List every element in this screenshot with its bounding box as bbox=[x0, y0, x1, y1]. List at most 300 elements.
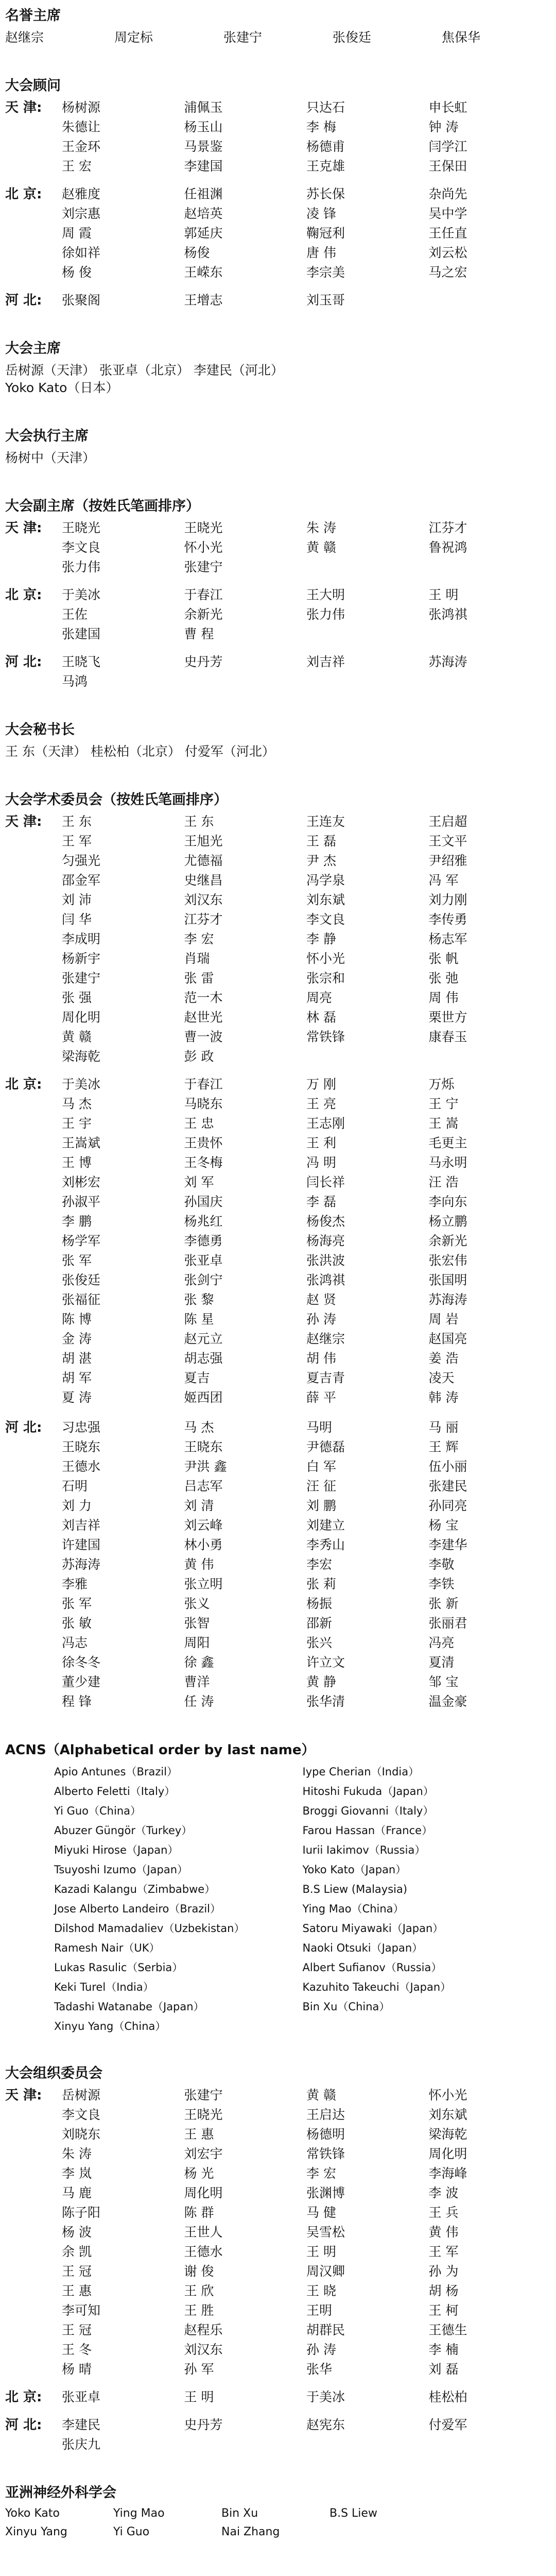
advisor-names bbox=[62, 185, 551, 281]
organizer-name: 王晓光 bbox=[184, 2107, 223, 2122]
chair-line-2: Yoko Kato（日本） bbox=[5, 380, 119, 395]
advisor-name: 赵培英 bbox=[184, 206, 223, 221]
academic-name: 栗世方 bbox=[428, 1010, 467, 1025]
vice-chair-group bbox=[5, 519, 551, 576]
asian-society-title: 亚洲神经外科学会 bbox=[5, 2485, 116, 2501]
acns-name: Iurii Iakimov（Russia） bbox=[302, 1844, 426, 1856]
organizer-name: 王德生 bbox=[428, 2323, 467, 2337]
asian-society-name: Yoko Kato bbox=[5, 2507, 60, 2520]
academic-name: 张 黎 bbox=[184, 1292, 214, 1307]
organizer-name: 杨 光 bbox=[184, 2166, 214, 2181]
acns-name: B.S Liew (Malaysia) bbox=[302, 1883, 408, 1895]
organizer-group bbox=[5, 2087, 551, 2378]
organizer-name: 岳树源 bbox=[62, 2088, 101, 2103]
vice-chair-name: 于美冰 bbox=[62, 587, 101, 602]
academic-name: 黄 伟 bbox=[184, 1557, 214, 1572]
vice-chair-name: 黄 赣 bbox=[306, 540, 336, 555]
organizer-name: 张渊博 bbox=[306, 2185, 345, 2200]
academic-name: 王 军 bbox=[62, 834, 92, 849]
academic-name: 怀小光 bbox=[306, 951, 345, 966]
academic-name: 李铁 bbox=[428, 1577, 455, 1591]
academic-name: 凌天 bbox=[428, 1370, 455, 1385]
organizer-name: 李 波 bbox=[428, 2185, 459, 2200]
academic-name: 邵金军 bbox=[62, 873, 101, 888]
academic-name: 毛更主 bbox=[428, 1136, 467, 1150]
academic-name: 张立明 bbox=[184, 1577, 223, 1591]
academic-name: 温金豪 bbox=[428, 1694, 467, 1709]
organizer-name: 王 胜 bbox=[184, 2303, 214, 2318]
advisor-name: 杨 俊 bbox=[62, 265, 92, 280]
acns-name: Abuzer Güngör（Turkey） bbox=[54, 1824, 193, 1837]
academic-name: 王 宇 bbox=[62, 1116, 92, 1131]
organizer-name: 桂松柏 bbox=[428, 2389, 467, 2404]
acns-name: Farou Hassan（France） bbox=[302, 1824, 433, 1837]
academic-name: 尹洪 鑫 bbox=[184, 1459, 227, 1474]
academic-name: 姜 浩 bbox=[428, 1351, 459, 1366]
academic-name: 于美冰 bbox=[62, 1077, 101, 1092]
academic-name: 赵世光 bbox=[184, 1010, 223, 1025]
organizer-name: 王 冬 bbox=[62, 2342, 92, 2357]
advisor-name: 王嵘东 bbox=[184, 265, 223, 280]
academic-name: 冯学泉 bbox=[306, 873, 345, 888]
organizer-name: 常铁锋 bbox=[306, 2146, 345, 2161]
vice-chair-region-label: 河 北: bbox=[5, 654, 42, 670]
organizer-name: 李 宏 bbox=[306, 2166, 336, 2181]
acns-name: Iype Cherian（India） bbox=[302, 1766, 420, 1778]
advisor-name: 周 霞 bbox=[62, 226, 92, 241]
acns-title: ACNS（Alphabetical order by last name） bbox=[5, 1742, 315, 1758]
organizer-name bbox=[306, 2436, 429, 2453]
organizer-region-label: 北 京: bbox=[5, 2389, 42, 2405]
academic-name: 王 博 bbox=[62, 1155, 92, 1170]
academic-region-label: 北 京: bbox=[5, 1077, 42, 1092]
organizer-name: 刘宏宇 bbox=[184, 2146, 223, 2161]
vice-chair-name bbox=[429, 625, 551, 643]
organizer-name: 怀小光 bbox=[428, 2088, 467, 2103]
organizer-name: 朱 涛 bbox=[62, 2146, 92, 2161]
advisor-name: 刘玉哥 bbox=[306, 293, 345, 308]
vice-chair-name: 张鸿祺 bbox=[428, 607, 467, 622]
academic-name: 刘 清 bbox=[184, 1498, 214, 1513]
organizer-name: 王启达 bbox=[306, 2107, 345, 2122]
academic-group bbox=[5, 1419, 551, 1710]
academic-name: 张 雷 bbox=[184, 971, 214, 986]
advisor-name: 刘宗惠 bbox=[62, 206, 101, 221]
organizing-committee-title: 大会组织委员会 bbox=[5, 2065, 102, 2081]
academic-name: 王嵩斌 bbox=[62, 1136, 101, 1150]
advisor-name: 李宗美 bbox=[306, 265, 345, 280]
academic-name: 万 刚 bbox=[306, 1077, 336, 1092]
vice-chair-name: 曹 程 bbox=[184, 626, 214, 641]
academic-name: 王旭光 bbox=[184, 834, 223, 849]
organizer-name: 刘 磊 bbox=[428, 2362, 459, 2377]
advisor-names bbox=[62, 99, 551, 175]
academic-name: 张 帆 bbox=[428, 951, 459, 966]
academic-name: 伍小丽 bbox=[428, 1459, 467, 1474]
organizer-name: 付爱军 bbox=[428, 2417, 467, 2432]
academic-name: 徐 鑫 bbox=[184, 1655, 214, 1670]
organizer-name: 王 惠 bbox=[62, 2283, 92, 2298]
academic-name: 杨学军 bbox=[62, 1233, 101, 1248]
vice-chair-name bbox=[306, 673, 429, 690]
academic-committee-title: 大会学术委员会（按姓氏笔画排序） bbox=[5, 792, 228, 808]
vice-chair-name: 余新光 bbox=[184, 607, 223, 622]
vice-chair-name bbox=[306, 625, 429, 643]
organizer-name: 张建宁 bbox=[184, 2088, 223, 2103]
vice-chair-title: 大会副主席（按姓氏笔画排序） bbox=[5, 498, 200, 514]
academic-name: 孙同亮 bbox=[428, 1498, 467, 1513]
academic-name: 张兴 bbox=[306, 1635, 333, 1650]
academic-name: 刘吉祥 bbox=[62, 1518, 101, 1533]
organizer-names bbox=[62, 2388, 551, 2406]
academic-name: 赵继宗 bbox=[306, 1331, 345, 1346]
asian-society-name: Yi Guo bbox=[113, 2526, 150, 2538]
academic-name: 张 强 bbox=[62, 990, 92, 1005]
academic-name: 董少建 bbox=[62, 1674, 101, 1689]
academic-name: 习忠强 bbox=[62, 1420, 101, 1435]
acns-name: Yi Guo（China） bbox=[54, 1805, 142, 1817]
vice-chair-names bbox=[62, 653, 551, 690]
academic-name: 李雅 bbox=[62, 1577, 88, 1591]
academic-name: 林小勇 bbox=[184, 1537, 223, 1552]
advisor-name: 凌 锋 bbox=[306, 206, 336, 221]
vice-chair-name: 于春江 bbox=[184, 587, 223, 602]
organizer-name: 王德水 bbox=[184, 2244, 223, 2259]
academic-name: 王启超 bbox=[428, 814, 467, 829]
academic-name: 林 磊 bbox=[306, 1010, 336, 1025]
advisor-name: 王金环 bbox=[62, 139, 101, 154]
organizer-name: 李 岚 bbox=[62, 2166, 92, 2181]
academic-name: 黄 静 bbox=[306, 1674, 336, 1689]
organizer-name: 王 明 bbox=[306, 2244, 336, 2259]
academic-name: 王 磊 bbox=[306, 834, 336, 849]
academic-name: 张 莉 bbox=[306, 1577, 336, 1591]
advisor-name: 王克雄 bbox=[306, 159, 345, 174]
advisor-names bbox=[62, 292, 551, 309]
academic-name: 马晓东 bbox=[184, 1096, 223, 1111]
advisor-name: 唐 伟 bbox=[306, 245, 336, 260]
academic-name: 邵新 bbox=[306, 1616, 333, 1631]
academic-name: 张 军 bbox=[62, 1596, 92, 1611]
academic-name: 张国明 bbox=[428, 1273, 467, 1287]
advisor-name: 钟 涛 bbox=[428, 120, 459, 134]
academic-name: 冯 明 bbox=[306, 1155, 336, 1170]
organizer-name: 杨 晴 bbox=[62, 2362, 92, 2377]
academic-name: 王志刚 bbox=[306, 1116, 345, 1131]
organizer-name: 余 凯 bbox=[62, 2244, 92, 2259]
academic-name: 冯 军 bbox=[428, 873, 459, 888]
academic-name: 黄 赣 bbox=[62, 1029, 92, 1044]
academic-name: 杨志军 bbox=[428, 931, 467, 946]
vice-chair-name: 李文良 bbox=[62, 540, 101, 555]
organizer-name: 李海峰 bbox=[428, 2166, 467, 2181]
academic-name: 徐冬冬 bbox=[62, 1655, 101, 1670]
academic-name: 冯亮 bbox=[428, 1635, 455, 1650]
academic-name: 王 亮 bbox=[306, 1096, 336, 1111]
academic-name: 张 敏 bbox=[62, 1616, 92, 1631]
academic-name: 陈 博 bbox=[62, 1312, 92, 1327]
academic-name: 马 杰 bbox=[62, 1096, 92, 1111]
advisor-name: 闫学江 bbox=[428, 139, 467, 154]
organizer-name: 陈子阳 bbox=[62, 2205, 101, 2220]
academic-names bbox=[62, 1076, 551, 1409]
vice-chair-name: 朱 涛 bbox=[306, 520, 336, 535]
academic-name: 汪 浩 bbox=[428, 1175, 459, 1190]
acns-name: Jose Alberto Landeiro（Brazil） bbox=[54, 1903, 221, 1915]
academic-name: 于春江 bbox=[184, 1077, 223, 1092]
organizer-name: 周化明 bbox=[428, 2146, 467, 2161]
advisor-region-label: 天 津: bbox=[5, 100, 42, 115]
academic-name: 赵 贤 bbox=[306, 1292, 336, 1307]
academic-name: 任 涛 bbox=[184, 1694, 214, 1709]
vice-chair-name: 江芬才 bbox=[428, 520, 467, 535]
academic-name: 孙淑平 bbox=[62, 1194, 101, 1209]
acns-name: Albert Sufianov（Russia） bbox=[302, 1961, 442, 1974]
academic-name: 王德水 bbox=[62, 1459, 101, 1474]
vice-chair-name: 王大明 bbox=[306, 587, 345, 602]
vice-chair-name: 张力伟 bbox=[306, 607, 345, 622]
academic-name: 马明 bbox=[306, 1420, 333, 1435]
organizer-name: 王明 bbox=[306, 2303, 333, 2318]
exec-chair-title: 大会执行主席 bbox=[5, 428, 89, 444]
organizer-name: 孙 为 bbox=[428, 2264, 459, 2279]
academic-name: 康春玉 bbox=[428, 1029, 467, 1044]
vice-chair-name: 张建国 bbox=[62, 626, 101, 641]
organizer-name: 孙 军 bbox=[184, 2362, 214, 2377]
academic-name: 胡 军 bbox=[62, 1370, 92, 1385]
academic-name: 尹德磊 bbox=[306, 1439, 345, 1454]
chair-line-1: 岳树源（天津） 张亚卓（北京） 李建民（河北） bbox=[5, 363, 284, 378]
organizer-name: 刘东斌 bbox=[428, 2107, 467, 2122]
advisor-name: 朱德让 bbox=[62, 120, 101, 134]
academic-name: 夏吉 bbox=[184, 1370, 210, 1385]
academic-name: 汪 征 bbox=[306, 1479, 336, 1494]
organizer-name: 李可知 bbox=[62, 2303, 101, 2318]
vice-chair-name: 怀小光 bbox=[184, 540, 223, 555]
advisor-name: 只达石 bbox=[306, 100, 345, 115]
advisor-name: 申长虹 bbox=[428, 100, 467, 115]
academic-name: 苏海涛 bbox=[62, 1557, 101, 1572]
academic-name: 程 锋 bbox=[62, 1694, 92, 1709]
organizer-name: 马 健 bbox=[306, 2205, 336, 2220]
academic-name: 梁海乾 bbox=[62, 1049, 101, 1064]
academic-name: 曹洋 bbox=[184, 1674, 210, 1689]
organizer-name: 王 军 bbox=[428, 2244, 459, 2259]
advisor-name bbox=[429, 292, 551, 309]
academic-name: 王 辉 bbox=[428, 1439, 459, 1454]
exec-chair-line: 杨树中（天津） bbox=[5, 450, 96, 465]
vice-chair-names bbox=[62, 586, 551, 643]
vice-chair-name: 史丹芳 bbox=[184, 654, 223, 669]
asian-society-name: Ying Mao bbox=[113, 2507, 165, 2520]
academic-name: 周化明 bbox=[62, 1010, 101, 1025]
organizer-name: 于美冰 bbox=[306, 2389, 345, 2404]
vice-chair-name: 张建宁 bbox=[184, 560, 223, 574]
organizer-region-label: 河 北: bbox=[5, 2417, 42, 2433]
academic-name: 夏吉青 bbox=[306, 1370, 345, 1385]
vice-chair-name: 王佐 bbox=[62, 607, 88, 622]
academic-name: 孙国庆 bbox=[184, 1194, 223, 1209]
honorary-name: 张建宁 bbox=[223, 30, 263, 45]
organizer-name: 李文良 bbox=[62, 2107, 101, 2122]
academic-name: 万烁 bbox=[428, 1077, 455, 1092]
advisor-name: 李 梅 bbox=[306, 120, 336, 134]
organizer-name: 李 楠 bbox=[428, 2342, 459, 2357]
academic-name: 张建民 bbox=[428, 1479, 467, 1494]
organizer-name bbox=[184, 2436, 307, 2453]
academic-name: 肖瑞 bbox=[184, 951, 210, 966]
academic-name: 李传勇 bbox=[428, 912, 467, 927]
academic-committee-list bbox=[5, 813, 551, 1710]
asian-society-name: B.S Liew bbox=[329, 2507, 377, 2520]
acns-name: Broggi Giovanni（Italy） bbox=[302, 1805, 434, 1817]
organizer-name: 赵宪东 bbox=[306, 2417, 345, 2432]
academic-region-label: 天 津: bbox=[5, 814, 42, 829]
organizer-name: 王 欣 bbox=[184, 2283, 214, 2298]
acns-name: Kazadi Kalangu（Zimbabwe） bbox=[54, 1883, 216, 1895]
organizer-name: 赵程乐 bbox=[184, 2323, 223, 2337]
acns-name: Satoru Miyawaki（Japan） bbox=[302, 1922, 444, 1935]
academic-name: 姬西团 bbox=[184, 1390, 223, 1405]
academic-name: 闫 华 bbox=[62, 912, 92, 927]
acns-name: Naoki Otsuki（Japan） bbox=[302, 1942, 423, 1954]
academic-name: 吕志军 bbox=[184, 1479, 223, 1494]
academic-name: 周 岩 bbox=[428, 1312, 459, 1327]
vice-chair-name bbox=[184, 673, 307, 690]
acns-list bbox=[5, 1764, 551, 2034]
academic-name: 李成明 bbox=[62, 931, 101, 946]
academic-name: 张华清 bbox=[306, 1694, 345, 1709]
organizer-name: 周汉卿 bbox=[306, 2264, 345, 2279]
academic-name: 马 杰 bbox=[184, 1420, 214, 1435]
advisor-region-label: 河 北: bbox=[5, 293, 42, 308]
organizer-name: 谢 俊 bbox=[184, 2264, 214, 2279]
advisor-name: 马景鉴 bbox=[184, 139, 223, 154]
academic-name: 张 军 bbox=[62, 1253, 92, 1268]
academic-name: 刘彬宏 bbox=[62, 1175, 101, 1190]
advisor-group bbox=[5, 292, 551, 309]
organizer-name: 王 柯 bbox=[428, 2303, 459, 2318]
academic-name: 赵国亮 bbox=[428, 1331, 467, 1346]
organizer-name: 张庆九 bbox=[62, 2437, 101, 2452]
academic-name: 尹绍雅 bbox=[428, 853, 467, 868]
advisor-name: 浦佩玉 bbox=[184, 100, 223, 115]
academic-name: 张宗和 bbox=[306, 971, 345, 986]
academic-name: 张亚卓 bbox=[184, 1253, 223, 1268]
academic-name: 王 宁 bbox=[428, 1096, 459, 1111]
vice-chair-name: 王晓飞 bbox=[62, 654, 101, 669]
advisor-name: 杂尚先 bbox=[428, 187, 467, 201]
academic-name: 尹 杰 bbox=[306, 853, 336, 868]
academic-name: 张鸿祺 bbox=[306, 1273, 345, 1287]
academic-name: 马永明 bbox=[428, 1155, 467, 1170]
academic-name: 杨俊杰 bbox=[306, 1214, 345, 1229]
advisor-name: 杨玉山 bbox=[184, 120, 223, 134]
vice-chair-name: 王晓光 bbox=[184, 520, 223, 535]
academic-name: 刘 沛 bbox=[62, 892, 92, 907]
academic-name: 许立文 bbox=[306, 1655, 345, 1670]
acns-name: Bin Xu（China） bbox=[302, 2001, 390, 2013]
academic-name: 胡 湛 bbox=[62, 1351, 92, 1366]
acns-name: Tadashi Watanabe（Japan） bbox=[54, 2001, 204, 2013]
academic-name: 韩 涛 bbox=[428, 1390, 459, 1405]
academic-name: 余新光 bbox=[428, 1233, 467, 1248]
academic-name: 王 忠 bbox=[184, 1116, 214, 1131]
academic-name: 张剑宁 bbox=[184, 1273, 223, 1287]
advisor-name: 李建国 bbox=[184, 159, 223, 174]
acns-name: Tsuyoshi Izumo（Japan） bbox=[54, 1863, 188, 1876]
academic-name: 王 利 bbox=[306, 1136, 336, 1150]
academic-name: 常铁锋 bbox=[306, 1029, 345, 1044]
academic-name: 杨立鹏 bbox=[428, 1214, 467, 1229]
academic-name: 张建宁 bbox=[62, 971, 101, 986]
academic-name: 张洪波 bbox=[306, 1253, 345, 1268]
academic-name: 李敬 bbox=[428, 1557, 455, 1572]
academic-name: 许建国 bbox=[62, 1537, 101, 1552]
academic-name: 张福征 bbox=[62, 1292, 101, 1307]
organizer-name: 孙 涛 bbox=[306, 2342, 336, 2357]
academic-name: 张 弛 bbox=[428, 971, 459, 986]
asian-society-name: Nai Zhang bbox=[221, 2526, 280, 2538]
vice-chair-name bbox=[429, 673, 551, 690]
academic-name: 陈 星 bbox=[184, 1312, 214, 1327]
organizer-name: 陈 群 bbox=[184, 2205, 214, 2220]
academic-group bbox=[5, 813, 551, 1065]
organizer-name: 吴雪松 bbox=[306, 2225, 345, 2240]
advisor-name: 任祖渊 bbox=[184, 187, 223, 201]
acns-name: Keki Turel（India） bbox=[54, 1981, 154, 1993]
organizer-name: 周化明 bbox=[184, 2185, 223, 2200]
academic-name: 张宏伟 bbox=[428, 1253, 467, 1268]
advisors-list bbox=[5, 99, 551, 309]
advisor-name: 王 宏 bbox=[62, 159, 92, 174]
academic-name: 周阳 bbox=[184, 1635, 210, 1650]
academic-names bbox=[62, 1419, 551, 1710]
academic-name: 冯志 bbox=[62, 1635, 88, 1650]
acns-name bbox=[303, 2019, 551, 2034]
vice-chair-name: 刘吉祥 bbox=[306, 654, 345, 669]
organizer-name: 刘汉东 bbox=[184, 2342, 223, 2357]
advisor-name: 赵雅度 bbox=[62, 187, 101, 201]
academic-name: 曹一波 bbox=[184, 1029, 223, 1044]
acns-name: Dilshod Mamadaliev（Uzbekistan） bbox=[54, 1922, 245, 1935]
academic-name: 杨新宇 bbox=[62, 951, 101, 966]
organizing-committee-list bbox=[5, 2087, 551, 2453]
acns-name: Hitoshi Fukuda（Japan） bbox=[302, 1785, 434, 1798]
acns-name: Xinyu Yang（China） bbox=[54, 2020, 166, 2032]
advisor-name: 郭延庆 bbox=[184, 226, 223, 241]
organizer-name: 王 明 bbox=[184, 2389, 214, 2404]
honorary-chair-title: 名誉主席 bbox=[5, 8, 61, 24]
advisors-title: 大会顾问 bbox=[5, 78, 61, 94]
academic-name: 张 新 bbox=[428, 1596, 459, 1611]
academic-name: 李宏 bbox=[306, 1557, 333, 1572]
academic-name: 邹 宝 bbox=[428, 1674, 459, 1689]
academic-name bbox=[306, 1048, 429, 1065]
advisor-name: 王保田 bbox=[428, 159, 467, 174]
academic-name: 白 军 bbox=[306, 1459, 336, 1474]
honorary-name: 焦保华 bbox=[442, 30, 481, 45]
academic-name: 李向东 bbox=[428, 1194, 467, 1209]
asian-society-name: Xinyu Yang bbox=[5, 2526, 67, 2538]
asian-society-name: Bin Xu bbox=[221, 2507, 258, 2520]
vice-chair-name: 苏海涛 bbox=[428, 654, 467, 669]
organizer-name: 李建民 bbox=[62, 2417, 101, 2432]
academic-name: 王连友 bbox=[306, 814, 345, 829]
academic-name: 赵元立 bbox=[184, 1331, 223, 1346]
honorary-name: 张俊廷 bbox=[333, 30, 372, 45]
vice-chair-name: 鲁祝鸿 bbox=[428, 540, 467, 555]
